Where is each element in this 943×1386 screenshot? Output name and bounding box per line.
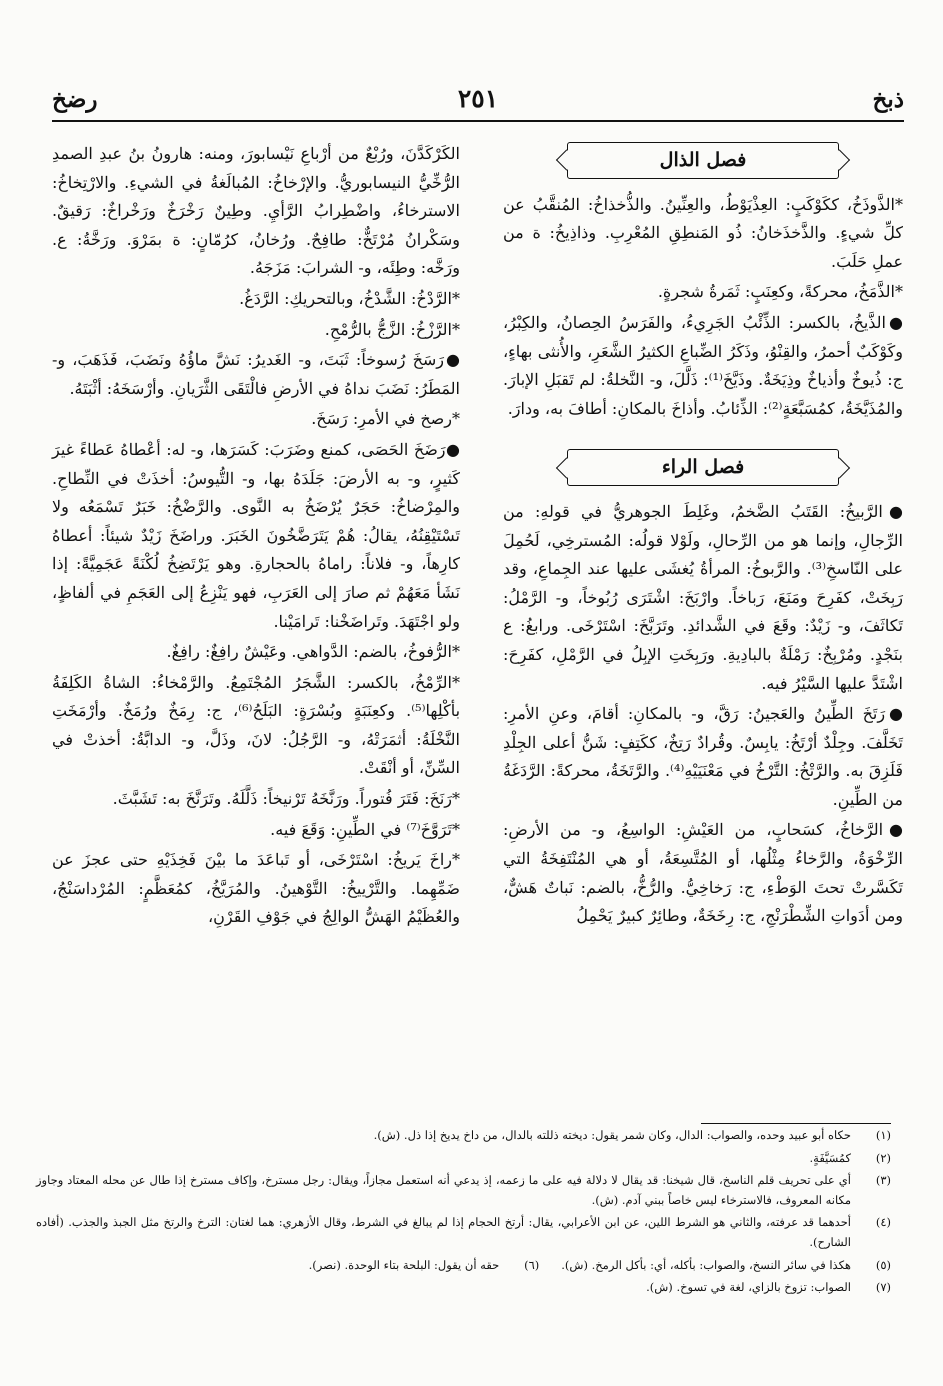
footnote-number: (١): [875, 1128, 891, 1142]
entry-paragraph: ●رَسَخَ رُسوخاً: ثَبَتَ، و- الغَديرُ: نَشَّ ماؤُهُ ونَضَبَ، فَذَهَبَ، و- المَطَرُ: نَضَبَ نداهُ في الأرضِ فالْتَقَى الثَّرَيانِ. وأرْسَخَهُ: أثْبَتَهُ.: [52, 350, 460, 398]
running-head-left: رضخ: [52, 86, 98, 113]
footnote-text: حقه أن يقول: البلحة بتاء الوحدة. (نصر).: [308, 1257, 500, 1272]
footnote-text: كمُسَيَّفَةٍ.: [809, 1150, 851, 1165]
entry-paragraph: *رَنَخَ: فَتَرَ فُتوراً. ورَنَّخَهُ تَرْنيخاً: ذَلَّلَهُ. وتَرَنَّخَ به: تَشَبَّثَ.: [112, 789, 460, 809]
footnote: [309, 1256, 540, 1276]
footnote: [36, 1149, 891, 1169]
footnote-number: (٥): [875, 1257, 891, 1272]
footnote-text: حكاه أبو عبيد وحده، والصواب: الدال، وكان شمر يقول: ديخته ذللته بالدال، من داخ يديخ إذا ذل. (ش).: [373, 1128, 851, 1142]
footnote-number: (٤): [875, 1215, 891, 1230]
right-column: [503, 140, 903, 933]
left-column: [52, 140, 460, 934]
footnote: [36, 1278, 891, 1298]
footnote-divider: [701, 1123, 891, 1124]
footnote-text: أي على تحريف قلم الناسخ، قال شيخنا: قد يقال لا دلالة فيه على ما زعمه، إذ يدعي أنه استعمل مجازاً، ويقال: رجل مسترخ، وإكاف مسترخ إذا طال عن محله المعتاد وجاوز مكانه المعروف، فالاسترخاء ليس خاصاً ببني آدم. (ش).: [36, 1173, 851, 1207]
footnote-row: [36, 1256, 891, 1279]
section-title-ra: فصل الراء: [567, 449, 839, 486]
entry-paragraph: *الذَّوذَخُ، ككَوْكَبٍ: العِذْيَوْطُ، والعِنِّينُ. والذُّخذاخُ: المُنقَّبُ عن كلِّ شيءٍ. والذَّخذَخانُ: ذُو المَنطِقِ المُعْرِبِ. وذاذِيخُ: ة من عملِ حَلَبَ.: [503, 194, 903, 271]
section-title-dhal: فصل الذال: [567, 142, 839, 179]
entry-paragraph: *الرَّزْخُ: الزَّجُّ بالرُّمْحِ.: [324, 319, 460, 339]
entry-paragraph: *رصخ في الأمرِ: رَسَخَ.: [311, 409, 460, 429]
footnote-number: (٣): [875, 1173, 891, 1188]
entry-paragraph: ●الرَّبيخُ: القَتَبُ الضَّخمُ، وغَلِطَ الجوهريُّ في قولهِ: من الرِّجالِ، وإنما هو من الرِّحالِ، ولَوْلا قولُه: المُسترخِي، لَحُمِلَ على النّاسخِ⁽³⁾. والرَّبوخُ: المرأةُ يُغشَى عليها عند الجِماعِ، وقد رَبِخَتْ، كفَرِحَ ومَنَعَ، رَباخاً. وارْبَخَ: اشْتَرَى رُبُوخاً، و- الرَّمْلُ: تَكاثَفَ، و- زَيْدٌ: وقَعَ في الشَّدائدِ. وتَرَبَّخَ: اسْتَرْخَى. ورابغُ: ع بنَجْدٍ. ومُرْبِخٌ: رَمْلَةٌ بالبادِيةِ. ورَبِخَتِ الإبِلُ في الرَّمْلِ، كفَرِحَ: اشْتَدَّ عليها السَّيْرُ فيه.: [503, 501, 904, 693]
entry-paragraph: ●الذَّيخُ، بالكسر: الذِّئْبُ الجَرِيءُ، والفَرَسُ الحِصانُ، والكِبْرُ، وكَوْكَبٌ أحمرُ، والقِنْوُ، وذَكَرُ الضِّباعِ الكثيرُ الشَّعَرِ، والأُنثى بهاءٍ، ج: ذُيوخٌ وأذياخٌ وذِيَخَةٌ. وذَيَّخَ⁽¹⁾: ذَلَّلَ، و- النَّخلةُ: لم تَقبَلِ الإبارَ. والمُذَيَّخَةُ، كمُسَبَّعَةٍ⁽²⁾: الذِّئابُ. وأذاخَ بالمكانِ: أطافَ به، ودارَ.: [503, 312, 904, 418]
footnote: [561, 1256, 891, 1276]
footnote-number: (٢): [875, 1150, 891, 1165]
footnotes: [36, 1126, 891, 1301]
entry-paragraph: *الرِّمْخُ، بالكسر: الشَّجَرُ المُجْتَمِعُ. والرَّمْخاءُ: الشاةُ الكَلِفَةُ بأكْلِها⁽⁵⁾. وكعِنَبَةٍ وبُسْرَةٍ: البَلَحُ⁽⁶⁾، ج: رِمَخٌ ورُمَخٌ. وأرْمَخَتِ النَّخْلَةُ: أثمَرَتْهُ، و- الرَّجُلُ: لانَ، وذَلَّ، و- الدابَّةُ: أخذتْ في السِّنِّ، أو أنْقَتْ.: [52, 672, 461, 778]
page-header: [52, 84, 904, 122]
entry-paragraph: الكَرْكَدَّنَ، ورُبْعٌ من أرْباعِ نَيْسابورَ، ومنه: هارونُ بنُ عبدِ الصمدِ الرُّخِّيُّ النيسابوريُّ. والإرْخاخُ: المُبالَغةُ في الشيءِ. والارْتِخاخُ: الاسترخاءُ، واضْطِرابُ الرَّأيِ. وطِينٌ رَخْرَخٌ ورَخْراخٌ: رَقيقٌ. وسَكْرانُ مُرْتَخٌّ: طافِحٌ. ورُخانُ، كرُمّانٍ: ة بمَرْوَ. ورَخَّةُ: ع. ورَخَّه: وطِئَه، و- الشرابَ: مَزَجَهُ.: [52, 144, 460, 278]
footnote-text: أحدهما قد عرفته، والثاني هو الشرط اللين، عن ابن الأعرابي، يقال: أرتخ الحجام إذا لم يبالغ في الشرط، وقال الأزهري: هما لغتان: الترخ والرتخ مثل الجبذ والجذب. (أفاده الشارح).: [36, 1215, 851, 1249]
entry-paragraph: *الرُّفوخُ، بالضم: الدَّواهي. وعَيْشٌ رافِغٌ: رافِغٌ.: [166, 642, 460, 662]
running-head-right: ذبخ: [872, 86, 904, 113]
entry-paragraph: *راخَ يَريخُ: اسْتَرْخَى، أو تَباعَدَ ما بيْنَ فَخِذَيْهِ حتى عجزَ عن ضَمِّهِما. والتَّرْييخُ: التَّوْهينُ. والمُرَيَّخُ، كمُعَظَّمٍ: المُرْداسَنْجُ، والعُظَيْمُ الهَشُّ الوالِجُ في جَوْفِ القَرْنِ،: [52, 850, 460, 927]
footnote-number: (٧): [875, 1280, 891, 1295]
footnote: [36, 1171, 891, 1210]
footnote: [36, 1126, 891, 1146]
footnote-number: (٦): [524, 1257, 540, 1272]
footnote-text: هكذا في سائر النسخ، والصواب: بأكله، أي: بأكل الرمخ. (ش).: [561, 1257, 851, 1272]
footnote: [36, 1213, 891, 1252]
entry-paragraph: ●الرَّخاخُ، كسَحابٍ، من العَيْشِ: الواسِعُ، و- من الأرضِ: الرِّخْوَةُ، والرَّخاءُ مِثْلُها، أو المُتَّسِعَةُ، أو هي المُنْتَفِخَةُ التي تَكَسَّرتْ تحتَ الوَطْءِ، ج: رَخاخِيُّ. والرُّخُّ، بالضم: نَباتٌ هَشٌّ، ومن أدَواتِ الشِّطْرَنْجِ، ج: رِخَخَةٌ، وطائِرٌ كبيرٌ يَحْمِلُ: [503, 820, 903, 926]
footnote-text: الصواب: تزوخ بالزاي، لغة في تسوخ. (ش).: [646, 1280, 851, 1295]
entry-paragraph: ●رَتَخَ الطِّينُ والعَجينُ: رَقَّ، و- بالمكانِ: أقامَ، وعنِ الأمرِ: تَخَلَّفَ. وجِلْدٌ أرْتَخُ: يابِسٌ. وقُرادٌ رَتِخٌ، ككَتِفٍ: شَنُّ أعلى الجِلْدِ فَلَزِقَ به. والرَّتْخُ: التَّرْخُ في مَعْنَيَيْهِ⁽⁴⁾. والرَّتَخَةُ، محركةً: الرَّدَغَةُ من الطِّينِ.: [503, 704, 904, 809]
entry-paragraph: ●رَضَخَ الحَصَى، كمنع وضَرَبَ: كَسَرَها، و- له: أعْطاهُ عَطاءً غيرَ كَثيرٍ، و- به الأرضَ: جَلَدَهُ بها، و- التُّيوسُ: أخذَتْ في النِّطاحِ. والمِرْضاخُ: حَجَرٌ يُرْضَخُ به النَّوى. والرَّضْخُ: خَبَرٌ تَسْمَعُه ولا تَسْتَيْقِنُهُ، يقالُ: هُمْ يَتَرَضَّخُونَ الخَبَرَ. وراضَخَ زَيْدٌ شيئاً: أعطاهُ كارِهاً، و- فلاناً: راماهُ بالحجارةِ. وهو يَرْتَضِخُ لُكْنَةً عَجَمِيَّةً: إذا نَشَأ مَعَهُمْ ثم صارَ إلى العَرَبِ، فهو يَنْزِعُ إلى العَجَمِ في ألفاظٍ، ولو اجْتَهَدَ. وتَراضَخْنا: تَرامَيْنا.: [52, 439, 460, 631]
entry-paragraph: *الرَّدْخُ: الشَّدْخُ، وبالتحريكِ: الرَّدَغُ.: [239, 288, 460, 308]
entry-paragraph: *الذَّمَخُ، محركةً، وكعِنَبٍ: ثَمَرةُ شجرةٍ.: [657, 282, 903, 302]
entry-paragraph: *تَرَوَّخَ⁽⁷⁾ في الطِّينِ: وَقَعَ فيه.: [270, 819, 460, 839]
page-number: ٢٥١: [457, 84, 499, 113]
